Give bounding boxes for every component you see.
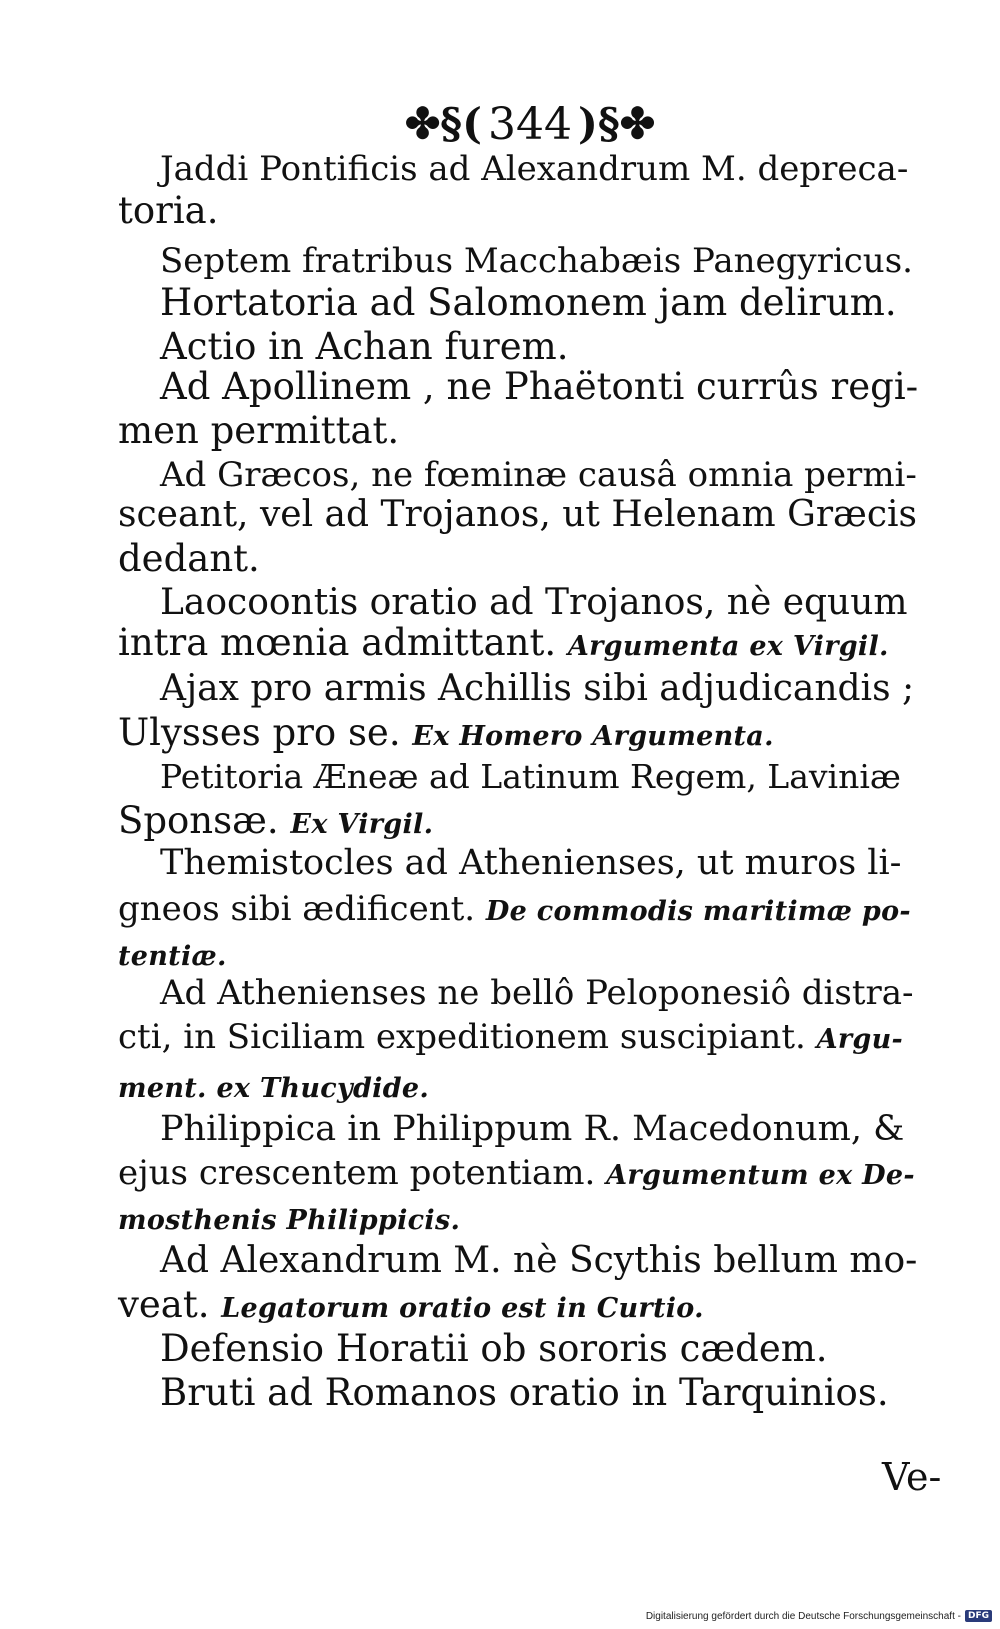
entry-first-line (160, 1372, 889, 1414)
entry-text: Laocoontis oratio ad Trojanos, nè equum (160, 582, 908, 623)
entry-text: Themistocles ad Athenienses, ut muros li- (160, 843, 902, 883)
entry-text: gneos sibi ædificent. (118, 889, 476, 929)
dfg-badge: DFG (965, 1610, 992, 1622)
entry-continuation-line (118, 1196, 460, 1242)
entry-text: men permittat. (118, 409, 400, 452)
entry-text: ejus crescentem potentiam. (118, 1153, 596, 1193)
entry-text: Petitoria Æneæ ad Latinum Regem, Laviniæ (160, 757, 901, 796)
entry-text: Septem fratribus Macchabæis Panegyricus. (160, 241, 913, 281)
entry-text: cti, in Siciliam expeditionem suscipiant. (118, 1017, 806, 1057)
entry-text: Hortatoria ad Salomonem jam delirum. (160, 281, 897, 324)
entry-text: Ulysses pro se. (118, 711, 401, 754)
digitization-footer (646, 1607, 992, 1625)
catchword: Ve- (882, 1455, 942, 1499)
entry-text: Bruti ad Romanos oratio in Tarquinios. (160, 1371, 889, 1414)
entry-continuation-line (118, 538, 260, 580)
entry-source-note: Ex Virgil. (290, 809, 434, 840)
entry-continuation-line (118, 1284, 704, 1330)
entry-first-line (160, 1328, 828, 1370)
entry-text: Ajax pro armis Achillis sibi adjudicandis ; (160, 668, 915, 709)
entry-source-note: tentiæ. (118, 941, 227, 972)
entry-first-line (160, 668, 914, 710)
entry-continuation-line (118, 1064, 429, 1110)
entry-source-note: Ex Homero Argumenta. (412, 721, 774, 752)
entry-text: Defensio Horatii ob sororis cædem. (160, 1327, 828, 1370)
entry-continuation-line (118, 800, 433, 846)
footer-text: Digitalisierung gefördert durch die Deutsche Forschungsgemeinschaft - (645, 1610, 961, 1622)
entry-continuation-line (118, 712, 774, 758)
entry-continuation-line (118, 410, 399, 452)
entry-source-note: Argu- (816, 1024, 904, 1055)
entry-text: dedant. (118, 537, 260, 580)
entry-source-note: ment. ex Thucydide. (118, 1073, 430, 1104)
entry-first-line (160, 326, 568, 368)
entry-text: Ad Apollinem , ne Phaëtonti currûs regi- (160, 365, 919, 408)
entry-first-line (160, 1240, 917, 1282)
entry-first-line (160, 454, 917, 496)
entry-first-line (160, 756, 901, 798)
ornament-right: )§✤ (577, 99, 656, 148)
entry-first-line (160, 972, 914, 1014)
entry-text: Actio in Achan furem. (160, 325, 569, 368)
entry-continuation-line (118, 190, 219, 232)
page-number: 344 (488, 98, 572, 150)
entry-first-line (160, 366, 918, 408)
entry-continuation-line (118, 622, 889, 668)
entry-text: toria. (118, 189, 219, 232)
entry-source-note: De commodis maritimæ po- (485, 896, 911, 927)
entry-continuation-line (118, 494, 917, 536)
entry-source-note: Legatorum oratio est in Curtio. (221, 1293, 704, 1324)
entry-first-line (160, 282, 897, 324)
entry-continuation-line (118, 1152, 915, 1197)
entry-text: Philippica in Philippum R. Macedonum, & (160, 1109, 905, 1149)
entry-text: sceant, vel ad Trojanos, ut Helenam Græcis (118, 494, 918, 535)
entry-text: Ad Græcos, ne fœminæ causâ omnia permi- (160, 455, 917, 495)
entry-continuation-line (118, 888, 911, 933)
entry-source-note: mosthenis Philippicis. (118, 1205, 461, 1236)
entry-text: Ad Athenienses ne bellô Peloponesiô distra- (160, 973, 914, 1013)
entry-first-line (160, 148, 908, 190)
entry-text: veat. (118, 1283, 210, 1326)
entry-continuation-line (118, 1016, 903, 1061)
entry-first-line (160, 582, 908, 624)
entry-first-line (160, 240, 913, 282)
entry-first-line (160, 842, 902, 884)
entry-text: Ad Alexandrum M. nè Scythis bellum mo- (160, 1240, 918, 1281)
entry-text: Sponsæ. (118, 799, 279, 842)
entry-source-note: Argumenta ex Virgil. (567, 631, 889, 662)
entry-text: intra mœnia admittant. (118, 621, 557, 664)
entry-first-line (160, 1108, 904, 1150)
page-header (380, 96, 680, 152)
entry-text: Jaddi Pontificis ad Alexandrum M. depreca- (160, 149, 909, 189)
entry-source-note: Argumentum ex De- (606, 1160, 915, 1191)
ornament-left: ✤§( (404, 99, 482, 148)
